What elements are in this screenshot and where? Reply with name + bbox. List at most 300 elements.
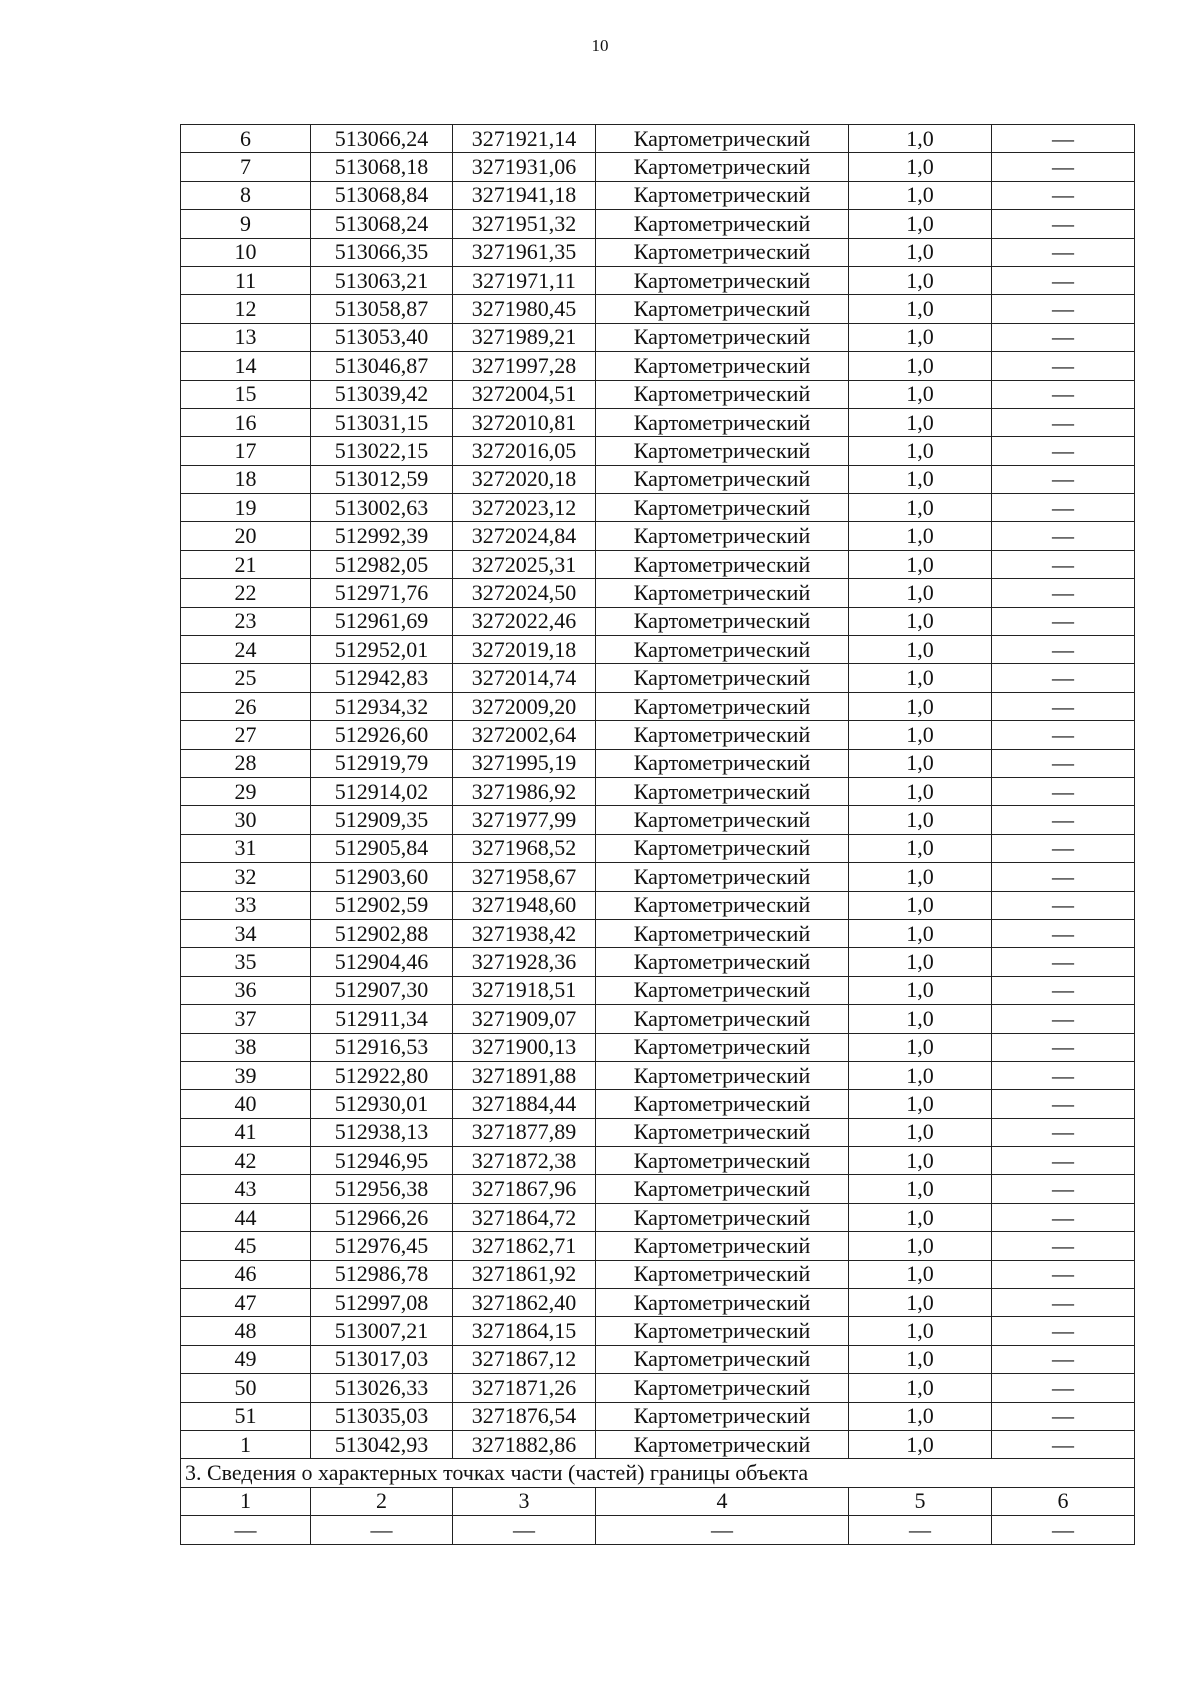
description-cell: — <box>992 891 1135 919</box>
table-row <box>181 1402 1135 1430</box>
x-coordinate-cell: 512902,59 <box>311 891 453 919</box>
description-cell: — <box>992 1289 1135 1317</box>
x-coordinate-cell: 513026,33 <box>311 1374 453 1402</box>
x-coordinate-cell: 513017,03 <box>311 1345 453 1373</box>
point-number-cell: 37 <box>181 1005 311 1033</box>
accuracy-cell: 1,0 <box>849 1345 992 1373</box>
x-coordinate-cell: 512976,45 <box>311 1232 453 1260</box>
accuracy-cell: 1,0 <box>849 692 992 720</box>
header-cell: 1 <box>181 1487 311 1515</box>
point-number-cell: 8 <box>181 181 311 209</box>
header-cell: 5 <box>849 1487 992 1515</box>
table-row <box>181 636 1135 664</box>
table-row <box>181 834 1135 862</box>
x-coordinate-cell: 513068,18 <box>311 153 453 181</box>
x-coordinate-cell: 512919,79 <box>311 749 453 777</box>
x-coordinate-cell: 512971,76 <box>311 579 453 607</box>
point-number-cell: 41 <box>181 1118 311 1146</box>
y-coordinate-cell: 3271961,35 <box>453 238 596 266</box>
description-cell: — <box>992 1203 1135 1231</box>
method-cell: Картометрический <box>596 153 849 181</box>
y-coordinate-cell: 3271891,88 <box>453 1061 596 1089</box>
accuracy-cell: 1,0 <box>849 1061 992 1089</box>
point-number-cell: 51 <box>181 1402 311 1430</box>
table-row <box>181 721 1135 749</box>
table-row <box>181 408 1135 436</box>
point-number-cell: 26 <box>181 692 311 720</box>
method-cell: Картометрический <box>596 1005 849 1033</box>
x-coordinate-cell: 512982,05 <box>311 550 453 578</box>
accuracy-cell: 1,0 <box>849 1005 992 1033</box>
description-cell: — <box>992 323 1135 351</box>
method-cell: Картометрический <box>596 1232 849 1260</box>
table-row <box>181 295 1135 323</box>
point-number-cell: 13 <box>181 323 311 351</box>
method-cell: Картометрический <box>596 721 849 749</box>
description-cell: — <box>992 1260 1135 1288</box>
point-number-cell: 44 <box>181 1203 311 1231</box>
table-row <box>181 210 1135 238</box>
method-cell: Картометрический <box>596 238 849 266</box>
description-cell: — <box>992 153 1135 181</box>
x-coordinate-cell: 512926,60 <box>311 721 453 749</box>
accuracy-cell: 1,0 <box>849 181 992 209</box>
point-number-cell: 33 <box>181 891 311 919</box>
header-cell: 4 <box>596 1487 849 1515</box>
point-number-cell: 19 <box>181 494 311 522</box>
accuracy-cell: 1,0 <box>849 777 992 805</box>
x-coordinate-cell: 512930,01 <box>311 1090 453 1118</box>
table-row <box>181 1061 1135 1089</box>
accuracy-cell: 1,0 <box>849 494 992 522</box>
y-coordinate-cell: 3272010,81 <box>453 408 596 436</box>
description-cell: — <box>992 636 1135 664</box>
point-number-cell: 6 <box>181 125 311 153</box>
point-number-cell: 47 <box>181 1289 311 1317</box>
description-cell: — <box>992 1232 1135 1260</box>
x-coordinate-cell: 513039,42 <box>311 380 453 408</box>
coordinates-table-body <box>181 125 1135 1459</box>
accuracy-cell: 1,0 <box>849 352 992 380</box>
x-coordinate-cell: 512934,32 <box>311 692 453 720</box>
table-row <box>181 181 1135 209</box>
accuracy-cell: 1,0 <box>849 919 992 947</box>
point-number-cell: 29 <box>181 777 311 805</box>
section-3 <box>181 1459 1135 1544</box>
x-coordinate-cell: 512902,88 <box>311 919 453 947</box>
method-cell: Картометрический <box>596 1033 849 1061</box>
y-coordinate-cell: 3271882,86 <box>453 1430 596 1458</box>
x-coordinate-cell: 513022,15 <box>311 437 453 465</box>
table-row <box>181 806 1135 834</box>
method-cell: Картометрический <box>596 636 849 664</box>
page-number: 10 <box>591 36 609 55</box>
description-cell: — <box>992 1033 1135 1061</box>
x-coordinate-cell: 512938,13 <box>311 1118 453 1146</box>
method-cell: Картометрический <box>596 976 849 1004</box>
description-cell: — <box>992 1090 1135 1118</box>
x-coordinate-cell: 513007,21 <box>311 1317 453 1345</box>
section-3-value-row <box>181 1516 1135 1544</box>
method-cell: Картометрический <box>596 210 849 238</box>
method-cell: Картометрический <box>596 1203 849 1231</box>
accuracy-cell: 1,0 <box>849 380 992 408</box>
point-number-cell: 18 <box>181 465 311 493</box>
point-number-cell: 38 <box>181 1033 311 1061</box>
x-coordinate-cell: 513031,15 <box>311 408 453 436</box>
method-cell: Картометрический <box>596 352 849 380</box>
table-row <box>181 437 1135 465</box>
coordinates-table <box>180 124 1135 1545</box>
y-coordinate-cell: 3272014,74 <box>453 664 596 692</box>
x-coordinate-cell: 513042,93 <box>311 1430 453 1458</box>
accuracy-cell: 1,0 <box>849 1203 992 1231</box>
method-cell: Картометрический <box>596 777 849 805</box>
table-row <box>181 1147 1135 1175</box>
point-number-cell: 16 <box>181 408 311 436</box>
x-coordinate-cell: 512997,08 <box>311 1289 453 1317</box>
y-coordinate-cell: 3272016,05 <box>453 437 596 465</box>
accuracy-cell: 1,0 <box>849 1090 992 1118</box>
y-coordinate-cell: 3272022,46 <box>453 607 596 635</box>
accuracy-cell: 1,0 <box>849 238 992 266</box>
header-cell: 2 <box>311 1487 453 1515</box>
method-cell: Картометрический <box>596 408 849 436</box>
accuracy-cell: 1,0 <box>849 295 992 323</box>
accuracy-cell: 1,0 <box>849 749 992 777</box>
x-coordinate-cell: 513066,24 <box>311 125 453 153</box>
method-cell: Картометрический <box>596 1430 849 1458</box>
accuracy-cell: 1,0 <box>849 863 992 891</box>
point-number-cell: 39 <box>181 1061 311 1089</box>
accuracy-cell: 1,0 <box>849 891 992 919</box>
accuracy-cell: 1,0 <box>849 806 992 834</box>
table-row <box>181 863 1135 891</box>
accuracy-cell: 1,0 <box>849 1402 992 1430</box>
method-cell: Картометрический <box>596 579 849 607</box>
x-coordinate-cell: 512961,69 <box>311 607 453 635</box>
description-cell: — <box>992 494 1135 522</box>
method-cell: Картометрический <box>596 1289 849 1317</box>
table-row <box>181 948 1135 976</box>
method-cell: Картометрический <box>596 550 849 578</box>
description-cell: — <box>992 777 1135 805</box>
description-cell: — <box>992 550 1135 578</box>
method-cell: Картометрический <box>596 749 849 777</box>
y-coordinate-cell: 3272009,20 <box>453 692 596 720</box>
table-row <box>181 1430 1135 1458</box>
table-row <box>181 323 1135 351</box>
y-coordinate-cell: 3271938,42 <box>453 919 596 947</box>
description-cell: — <box>992 664 1135 692</box>
table-row <box>181 1232 1135 1260</box>
point-number-cell: 11 <box>181 266 311 294</box>
table-row <box>181 1118 1135 1146</box>
table-row <box>181 238 1135 266</box>
table-row <box>181 1203 1135 1231</box>
x-coordinate-cell: 512952,01 <box>311 636 453 664</box>
accuracy-cell: 1,0 <box>849 323 992 351</box>
method-cell: Картометрический <box>596 1317 849 1345</box>
accuracy-cell: 1,0 <box>849 408 992 436</box>
accuracy-cell: 1,0 <box>849 579 992 607</box>
point-number-cell: 27 <box>181 721 311 749</box>
x-coordinate-cell: 513012,59 <box>311 465 453 493</box>
x-coordinate-cell: 512914,02 <box>311 777 453 805</box>
table-row <box>181 607 1135 635</box>
x-coordinate-cell: 513058,87 <box>311 295 453 323</box>
value-cell: — <box>849 1516 992 1544</box>
y-coordinate-cell: 3271931,06 <box>453 153 596 181</box>
point-number-cell: 46 <box>181 1260 311 1288</box>
table-row <box>181 891 1135 919</box>
table-row <box>181 153 1135 181</box>
y-coordinate-cell: 3272023,12 <box>453 494 596 522</box>
point-number-cell: 23 <box>181 607 311 635</box>
accuracy-cell: 1,0 <box>849 664 992 692</box>
description-cell: — <box>992 380 1135 408</box>
description-cell: — <box>992 1005 1135 1033</box>
method-cell: Картометрический <box>596 863 849 891</box>
y-coordinate-cell: 3272025,31 <box>453 550 596 578</box>
section-3-header-row <box>181 1487 1135 1515</box>
accuracy-cell: 1,0 <box>849 125 992 153</box>
table-row <box>181 1175 1135 1203</box>
description-cell: — <box>992 749 1135 777</box>
header-cell: 3 <box>453 1487 596 1515</box>
x-coordinate-cell: 512911,34 <box>311 1005 453 1033</box>
y-coordinate-cell: 3271971,11 <box>453 266 596 294</box>
point-number-cell: 9 <box>181 210 311 238</box>
x-coordinate-cell: 512909,35 <box>311 806 453 834</box>
point-number-cell: 48 <box>181 1317 311 1345</box>
description-cell: — <box>992 1317 1135 1345</box>
value-cell: — <box>311 1516 453 1544</box>
y-coordinate-cell: 3271980,45 <box>453 295 596 323</box>
table-row <box>181 919 1135 947</box>
x-coordinate-cell: 513063,21 <box>311 266 453 294</box>
y-coordinate-cell: 3271862,71 <box>453 1232 596 1260</box>
method-cell: Картометрический <box>596 692 849 720</box>
description-cell: — <box>992 437 1135 465</box>
method-cell: Картометрический <box>596 1402 849 1430</box>
x-coordinate-cell: 512922,80 <box>311 1061 453 1089</box>
x-coordinate-cell: 512904,46 <box>311 948 453 976</box>
description-cell: — <box>992 465 1135 493</box>
table-row <box>181 692 1135 720</box>
description-cell: — <box>992 125 1135 153</box>
table-row <box>181 1317 1135 1345</box>
description-cell: — <box>992 692 1135 720</box>
point-number-cell: 7 <box>181 153 311 181</box>
table-row <box>181 664 1135 692</box>
accuracy-cell: 1,0 <box>849 1260 992 1288</box>
table-row <box>181 266 1135 294</box>
accuracy-cell: 1,0 <box>849 1175 992 1203</box>
y-coordinate-cell: 3272019,18 <box>453 636 596 664</box>
accuracy-cell: 1,0 <box>849 948 992 976</box>
accuracy-cell: 1,0 <box>849 437 992 465</box>
method-cell: Картометрический <box>596 1090 849 1118</box>
method-cell: Картометрический <box>596 1260 849 1288</box>
method-cell: Картометрический <box>596 834 849 862</box>
y-coordinate-cell: 3272020,18 <box>453 465 596 493</box>
y-coordinate-cell: 3271997,28 <box>453 352 596 380</box>
header-cell: 6 <box>992 1487 1135 1515</box>
description-cell: — <box>992 352 1135 380</box>
description-cell: — <box>992 721 1135 749</box>
accuracy-cell: 1,0 <box>849 1118 992 1146</box>
x-coordinate-cell: 512905,84 <box>311 834 453 862</box>
x-coordinate-cell: 512903,60 <box>311 863 453 891</box>
y-coordinate-cell: 3271876,54 <box>453 1402 596 1430</box>
value-cell: — <box>453 1516 596 1544</box>
y-coordinate-cell: 3271872,38 <box>453 1147 596 1175</box>
table-row <box>181 380 1135 408</box>
description-cell: — <box>992 238 1135 266</box>
point-number-cell: 30 <box>181 806 311 834</box>
accuracy-cell: 1,0 <box>849 1317 992 1345</box>
y-coordinate-cell: 3271900,13 <box>453 1033 596 1061</box>
y-coordinate-cell: 3272002,64 <box>453 721 596 749</box>
y-coordinate-cell: 3271909,07 <box>453 1005 596 1033</box>
table-row <box>181 352 1135 380</box>
method-cell: Картометрический <box>596 919 849 947</box>
x-coordinate-cell: 512986,78 <box>311 1260 453 1288</box>
point-number-cell: 40 <box>181 1090 311 1118</box>
point-number-cell: 34 <box>181 919 311 947</box>
x-coordinate-cell: 512946,95 <box>311 1147 453 1175</box>
description-cell: — <box>992 834 1135 862</box>
accuracy-cell: 1,0 <box>849 721 992 749</box>
table-row <box>181 749 1135 777</box>
x-coordinate-cell: 512916,53 <box>311 1033 453 1061</box>
y-coordinate-cell: 3272024,50 <box>453 579 596 607</box>
y-coordinate-cell: 3271958,67 <box>453 863 596 891</box>
y-coordinate-cell: 3271877,89 <box>453 1118 596 1146</box>
description-cell: — <box>992 607 1135 635</box>
accuracy-cell: 1,0 <box>849 636 992 664</box>
description-cell: — <box>992 1118 1135 1146</box>
description-cell: — <box>992 295 1135 323</box>
point-number-cell: 50 <box>181 1374 311 1402</box>
y-coordinate-cell: 3271986,92 <box>453 777 596 805</box>
method-cell: Картометрический <box>596 125 849 153</box>
method-cell: Картометрический <box>596 181 849 209</box>
point-number-cell: 17 <box>181 437 311 465</box>
value-cell: — <box>992 1516 1135 1544</box>
table-row <box>181 522 1135 550</box>
method-cell: Картометрический <box>596 1118 849 1146</box>
section-3-title: 3. Сведения о характерных точках части (частей) границы объекта <box>181 1459 1135 1487</box>
value-cell: — <box>596 1516 849 1544</box>
description-cell: — <box>992 522 1135 550</box>
table-row <box>181 1374 1135 1402</box>
description-cell: — <box>992 210 1135 238</box>
x-coordinate-cell: 513053,40 <box>311 323 453 351</box>
table-row <box>181 1289 1135 1317</box>
y-coordinate-cell: 3272004,51 <box>453 380 596 408</box>
y-coordinate-cell: 3271977,99 <box>453 806 596 834</box>
method-cell: Картометрический <box>596 494 849 522</box>
method-cell: Картометрический <box>596 465 849 493</box>
description-cell: — <box>992 919 1135 947</box>
x-coordinate-cell: 513066,35 <box>311 238 453 266</box>
method-cell: Картометрический <box>596 323 849 351</box>
x-coordinate-cell: 513068,84 <box>311 181 453 209</box>
description-cell: — <box>992 1430 1135 1458</box>
y-coordinate-cell: 3271867,12 <box>453 1345 596 1373</box>
table-row <box>181 1090 1135 1118</box>
point-number-cell: 1 <box>181 1430 311 1458</box>
y-coordinate-cell: 3271918,51 <box>453 976 596 1004</box>
description-cell: — <box>992 863 1135 891</box>
y-coordinate-cell: 3271995,19 <box>453 749 596 777</box>
accuracy-cell: 1,0 <box>849 1430 992 1458</box>
accuracy-cell: 1,0 <box>849 834 992 862</box>
point-number-cell: 35 <box>181 948 311 976</box>
method-cell: Картометрический <box>596 1374 849 1402</box>
y-coordinate-cell: 3271928,36 <box>453 948 596 976</box>
x-coordinate-cell: 512992,39 <box>311 522 453 550</box>
table-row <box>181 1005 1135 1033</box>
y-coordinate-cell: 3271948,60 <box>453 891 596 919</box>
description-cell: — <box>992 1345 1135 1373</box>
accuracy-cell: 1,0 <box>849 550 992 578</box>
x-coordinate-cell: 512966,26 <box>311 1203 453 1231</box>
accuracy-cell: 1,0 <box>849 153 992 181</box>
x-coordinate-cell: 512942,83 <box>311 664 453 692</box>
y-coordinate-cell: 3271867,96 <box>453 1175 596 1203</box>
x-coordinate-cell: 513046,87 <box>311 352 453 380</box>
accuracy-cell: 1,0 <box>849 522 992 550</box>
y-coordinate-cell: 3271864,72 <box>453 1203 596 1231</box>
table-row <box>181 1345 1135 1373</box>
accuracy-cell: 1,0 <box>849 1147 992 1175</box>
value-cell: — <box>181 1516 311 1544</box>
y-coordinate-cell: 3271862,40 <box>453 1289 596 1317</box>
x-coordinate-cell: 513068,24 <box>311 210 453 238</box>
method-cell: Картометрический <box>596 522 849 550</box>
method-cell: Картометрический <box>596 607 849 635</box>
y-coordinate-cell: 3271864,15 <box>453 1317 596 1345</box>
point-number-cell: 28 <box>181 749 311 777</box>
method-cell: Картометрический <box>596 1061 849 1089</box>
method-cell: Картометрический <box>596 664 849 692</box>
point-number-cell: 20 <box>181 522 311 550</box>
point-number-cell: 14 <box>181 352 311 380</box>
accuracy-cell: 1,0 <box>849 976 992 1004</box>
description-cell: — <box>992 1147 1135 1175</box>
description-cell: — <box>992 1374 1135 1402</box>
point-number-cell: 49 <box>181 1345 311 1373</box>
table-row <box>181 976 1135 1004</box>
method-cell: Картометрический <box>596 1175 849 1203</box>
description-cell: — <box>992 1402 1135 1430</box>
table-row <box>181 465 1135 493</box>
description-cell: — <box>992 579 1135 607</box>
accuracy-cell: 1,0 <box>849 1232 992 1260</box>
method-cell: Картометрический <box>596 437 849 465</box>
method-cell: Картометрический <box>596 1345 849 1373</box>
description-cell: — <box>992 266 1135 294</box>
y-coordinate-cell: 3271921,14 <box>453 125 596 153</box>
description-cell: — <box>992 181 1135 209</box>
y-coordinate-cell: 3271989,21 <box>453 323 596 351</box>
point-number-cell: 12 <box>181 295 311 323</box>
point-number-cell: 25 <box>181 664 311 692</box>
point-number-cell: 36 <box>181 976 311 1004</box>
